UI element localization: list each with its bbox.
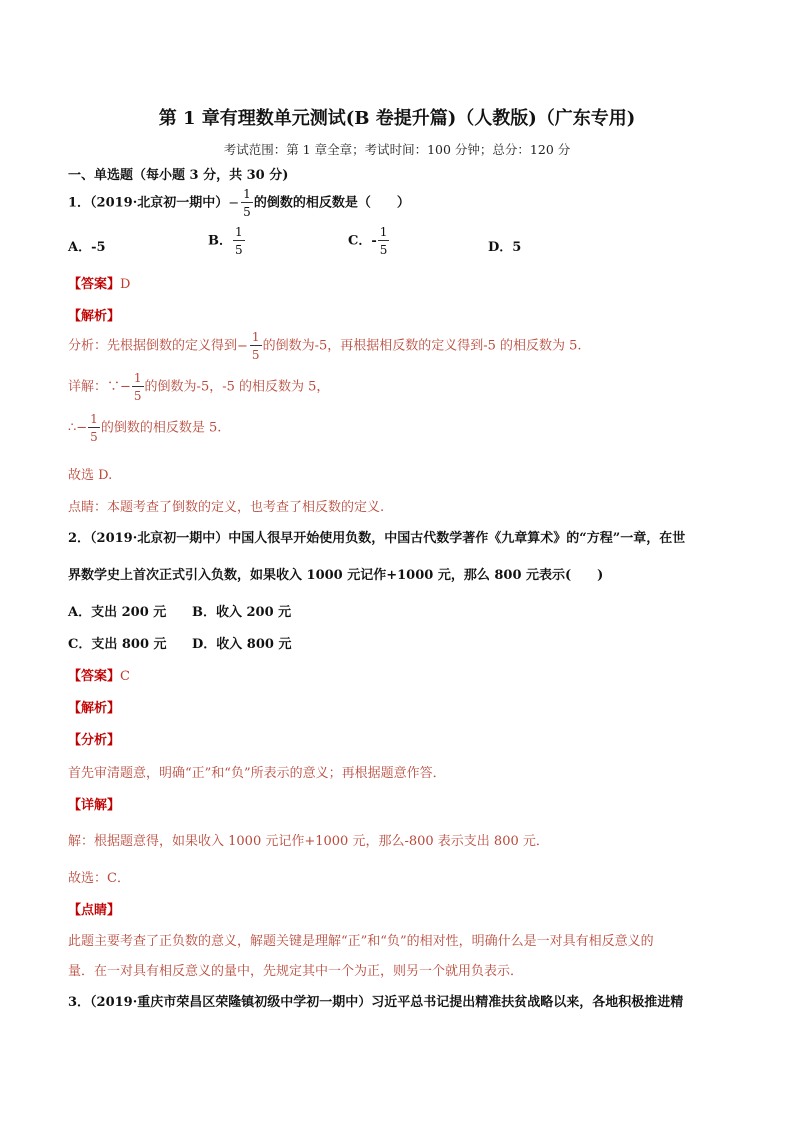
fenxi-tag: 【分析】 [68,733,121,748]
question-1-conclusion [68,413,221,443]
analysis-tag: 【解析】 [68,701,121,716]
question-1-analysis [68,331,582,361]
question-2-dianjing-line-1: 此题主要考查了正负数的意义，解题关键是理解“正”和“负”的相对性，明确什么是一对具有相反意义的 [68,934,654,949]
question-2-stem-line-1: 2．（2019·北京初一期中）中国人很早开始使用负数，中国古代数学著作《九章算术》的“方程”一章，在世 [68,531,686,546]
fraction-denominator: 5 [235,243,243,257]
question-2-fenxi-text: 首先审清题意，明确“正”和“负”所表示的意义；再根据题意作答． [68,766,446,781]
fraction [88,413,100,443]
question-2-option-c: C．支出 800 元 [68,637,167,652]
analysis-text-post: 的倒数为-5，再根据相反数的定义得到-5 的相反数为 5. [262,338,582,354]
fraction-denominator: 5 [379,243,388,257]
question-2-detail-text: 解：根据题意得，如果收入 1000 元记作+1000 元，那么-800 表示支出 800 元． [68,834,549,849]
conclusion-text-pre: ∴− [68,420,88,436]
question-1-option-d: D．5 [488,240,522,255]
fraction-numerator: 1 [235,225,243,239]
dianjing-tag: 【点睛】 [68,903,121,918]
exam-info: 考试范围：第 1 章全章；考试时间：100 分钟；总分：120 分 [223,142,571,157]
question-1-detail [68,372,329,402]
question-1-answer [68,273,130,292]
answer-value: D [120,277,131,292]
page-title: 第 1 章有理数单元测试(B 卷提升篇)（人教版)（广东专用) [158,108,636,129]
question-1-option-b [208,226,246,256]
question-2-stem-line-2: 界数学史上首次正式引入负数，如果收入 1000 元记作+1000 元，那么 800 元表示( ) [68,568,604,583]
question-2-option-b: B．收入 200 元 [192,605,292,620]
fraction-denominator: 5 [90,430,98,444]
question-3-stem-line-1: 3．（2019·重庆市荣昌区荣隆镇初级中学初一期中）习近平总书记提出精准扶贫战略以来，各地积极推进精 [68,995,684,1010]
question-1-comment: 点睛：本题考查了倒数的定义，也考查了相反数的定义. [68,500,385,515]
fraction [378,226,390,256]
fraction-denominator: 5 [133,389,142,403]
fraction [250,331,262,361]
fraction-numerator: 1 [243,187,251,201]
answer-value: C [120,669,130,684]
fraction-numerator: 1 [90,412,98,426]
question-1-choice: 故选 D. [68,468,113,483]
option-b-label: B． [208,233,232,249]
minus-sign: − [228,195,240,211]
fraction-denominator: 5 [243,205,251,219]
fraction-numerator: 1 [133,371,142,385]
answer-tag: 【答案】 [68,669,121,684]
question-2-option-d: D．收入 800 元 [192,637,292,652]
question-1-stem [68,188,410,218]
question-2-answer [68,665,130,684]
analysis-tag: 【解析】 [68,309,121,324]
detail-text-post: 的倒数为-5，-5 的相反数为 5， [144,379,330,395]
fraction-denominator: 5 [251,348,260,362]
xiangjie-tag: 【详解】 [68,798,121,813]
question-1-suffix: 的倒数的相反数是（ ） [253,195,410,211]
answer-tag: 【答案】 [68,277,121,292]
question-2-option-a: A．支出 200 元 [68,605,167,620]
detail-text-pre: 详解：∵− [68,379,131,395]
question-2-dianjing-line-2: 量．在一对具有相反意义的量中，先规定其中一个为正，则另一个就用负表示． [68,964,524,979]
question-1-prefix: 1．（2019·北京初一期中） [68,195,229,211]
minus-sign: − [237,338,248,354]
option-c-label: C．- [348,233,377,249]
analysis-text-pre: 分析：先根据倒数的定义得到 [68,338,238,354]
question-1-option-a: A．-5 [68,240,106,255]
fraction [132,372,144,402]
question-2-choice: 故选：C． [68,871,130,886]
question-1-option-c [348,226,390,256]
fraction-numerator: 1 [379,225,388,239]
section-heading: 一、单选题（每小题 3 分，共 30 分) [68,168,289,183]
fraction [233,226,245,256]
conclusion-text-post: 的倒数的相反数是 5. [100,420,222,436]
fraction-numerator: 1 [251,330,260,344]
fraction [241,188,253,218]
